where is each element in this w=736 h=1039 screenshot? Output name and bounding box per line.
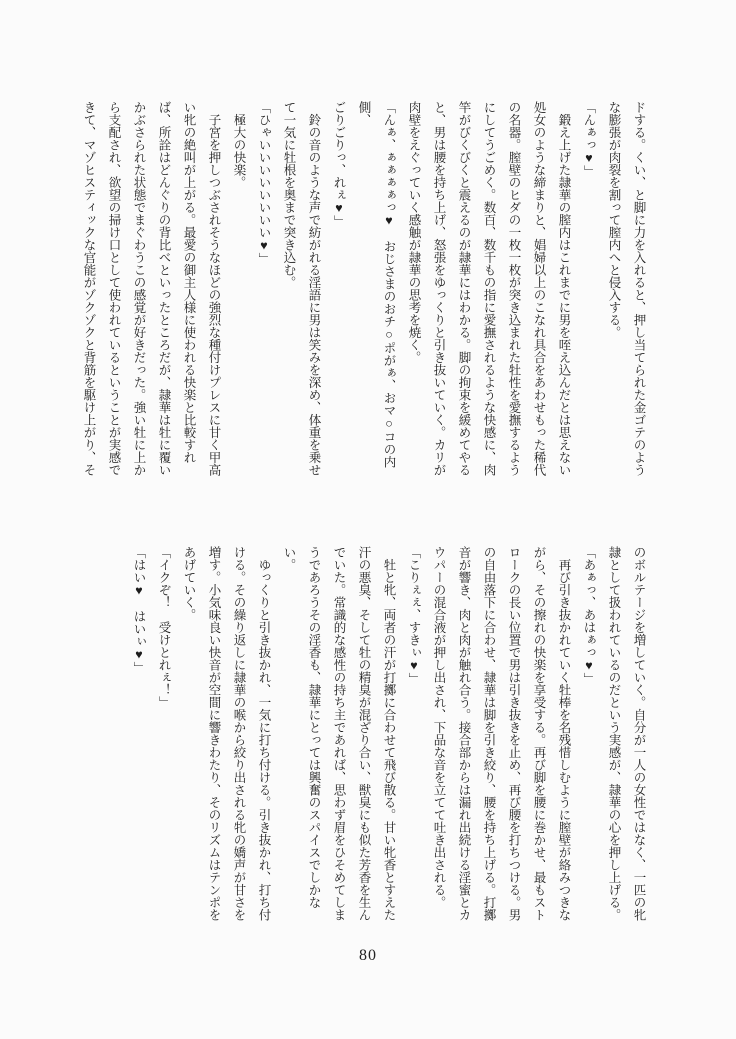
text-line: ごりごりっ、れぇ♥」 xyxy=(332,101,346,228)
text-line: かぶさられた状態でまぐわうこの感覚が好きだった。強い牡に上か xyxy=(132,101,146,476)
text-line: きて、マゾヒスティックな官能がゾクゾクと背筋を駆け上がり、そ xyxy=(82,101,96,476)
text-line: い。 xyxy=(282,546,296,571)
text-line: ロークの長い位置で男は引き抜きを止め、再び腰を打ちつける。男 xyxy=(507,546,521,921)
text-line: 子宮を押しつぶされそうなほどの強烈な種付けプレスに甘く甲高 xyxy=(207,101,221,476)
text-line: 「こりぇぇ、すきぃ♥」 xyxy=(407,546,421,685)
text-line: ゆっくりと引き抜かれ、一気に打ち付ける。引き抜かれ、打ち付 xyxy=(257,546,271,921)
text-line: 竿がびくびくと震えるのが隷華にはわかる。脚の拘束を緩めてやる xyxy=(457,101,471,476)
text-line: にしてうごめく。数百、数千もの指に愛撫されるような快感に、肉 xyxy=(482,101,496,476)
text-line: 牡と牝、両者の汗が打擲に合わせて飛び散る。甘い牝香とすえた xyxy=(382,546,396,921)
text-line: と、男は腰を持ち上げ、怒張をゆっくりと引き抜いていく。カリが xyxy=(432,101,446,476)
text-block-lower xyxy=(126,546,651,928)
text-line: 鍛え上げた隷華の膣内はこれまでに男を咥え込んだとは思えない xyxy=(557,101,571,476)
text-line: ドする。くい、と脚に力を入れると、押し当てられた金ゴテのよう xyxy=(632,101,646,476)
text-line: 「はい♥ はいぃ♥」 xyxy=(132,546,146,674)
text-line: の自由落下に合わせ、隷華は脚を引き絞り、腰を持ち上げる。打擲 xyxy=(482,546,496,921)
page-number: 80 xyxy=(359,947,377,964)
text-line: の名器。膣壁のヒダの一枚一枚が突き込まれた牡性を愛撫するよう xyxy=(507,101,521,476)
text-line: 極大の快楽。 xyxy=(232,101,246,189)
text-line: ら支配され、欲望の掃け口として使われているということが実感で xyxy=(107,101,121,476)
text-line: 再び引き抜かれていく牡棒を名残惜しむように膣壁が絡みつきな xyxy=(557,546,571,921)
text-line: い牝の絶叫が上がる。最愛の御主人様に使われる快楽と比較すれ xyxy=(182,101,196,464)
text-line: がら、その擦れの快楽を享受する。再び脚を腰に巻かせ、最もスト xyxy=(532,546,546,921)
text-line: 汗の悪臭、そして牡の精臭が混ざり合い、獣臭にも似た芳香を生ん xyxy=(357,546,371,921)
text-line: ウパーの混合液が押し出され、下品な音を立てて吐き出される。 xyxy=(432,546,446,909)
text-line: 隷として扱われているのだという実感が、隷華の心を押し上げる。 xyxy=(607,546,621,921)
text-line: 「あぁっ、あはぁっ♥」 xyxy=(582,546,596,685)
text-line: 増す。小気味良い快音が空間に響きわたり、そのリズムはテンポを xyxy=(207,546,221,921)
text-line: あげていく。 xyxy=(182,546,196,621)
text-line: 肉壁をえぐっていく感触が隷華の思考を焼く。 xyxy=(407,101,421,364)
text-line: うであろうその淫香も、隷華にとっては興奮のスパイスでしかな xyxy=(307,546,321,909)
text-line: な膨張が肉裂を割って膣内へと侵入する。 xyxy=(607,101,621,339)
text-line: 音が響き、肉と肉が触れ合う。接合部からは漏れ出続ける淫蜜とカ xyxy=(457,546,471,921)
text-line: ば、所詮はどんぐりの背比べといったところだが、隷華は牡に覆い xyxy=(157,101,171,476)
text-line: 「ひゃいいいいいいいい♥」 xyxy=(257,101,271,265)
text-line: 「イクぞ！ 受けとれぇ！」 xyxy=(157,546,171,709)
text-line: て一気に牡根を奥まで突き込む。 xyxy=(282,101,296,289)
text-block-upper xyxy=(76,101,651,483)
text-line: 鈴の音のような声で紡がれる淫語に男は笑みを深め、体重を乗せ xyxy=(307,101,321,476)
text-line: 「んぁっ♥」 xyxy=(582,101,596,178)
text-line: 処女のような締まりと、娼婦以上のこなれ具合をあわせもった稀代 xyxy=(532,101,546,476)
text-line: ける。その繰り返しに隷華の喉から絞り出される牝の嬌声が甘さを xyxy=(232,546,246,921)
text-line: でいた。常識的な感性の持ち主であれば、思わず眉をひそめてしま xyxy=(332,546,346,921)
text-line: のボルテージを増していく。自分が一人の女性ではなく、一匹の牝 xyxy=(632,546,646,921)
text-line: 「んぁ、ぁぁぁぁっ♥ おじさまのおチ○ポがぁ、おマ○コの内側、 xyxy=(357,101,396,468)
